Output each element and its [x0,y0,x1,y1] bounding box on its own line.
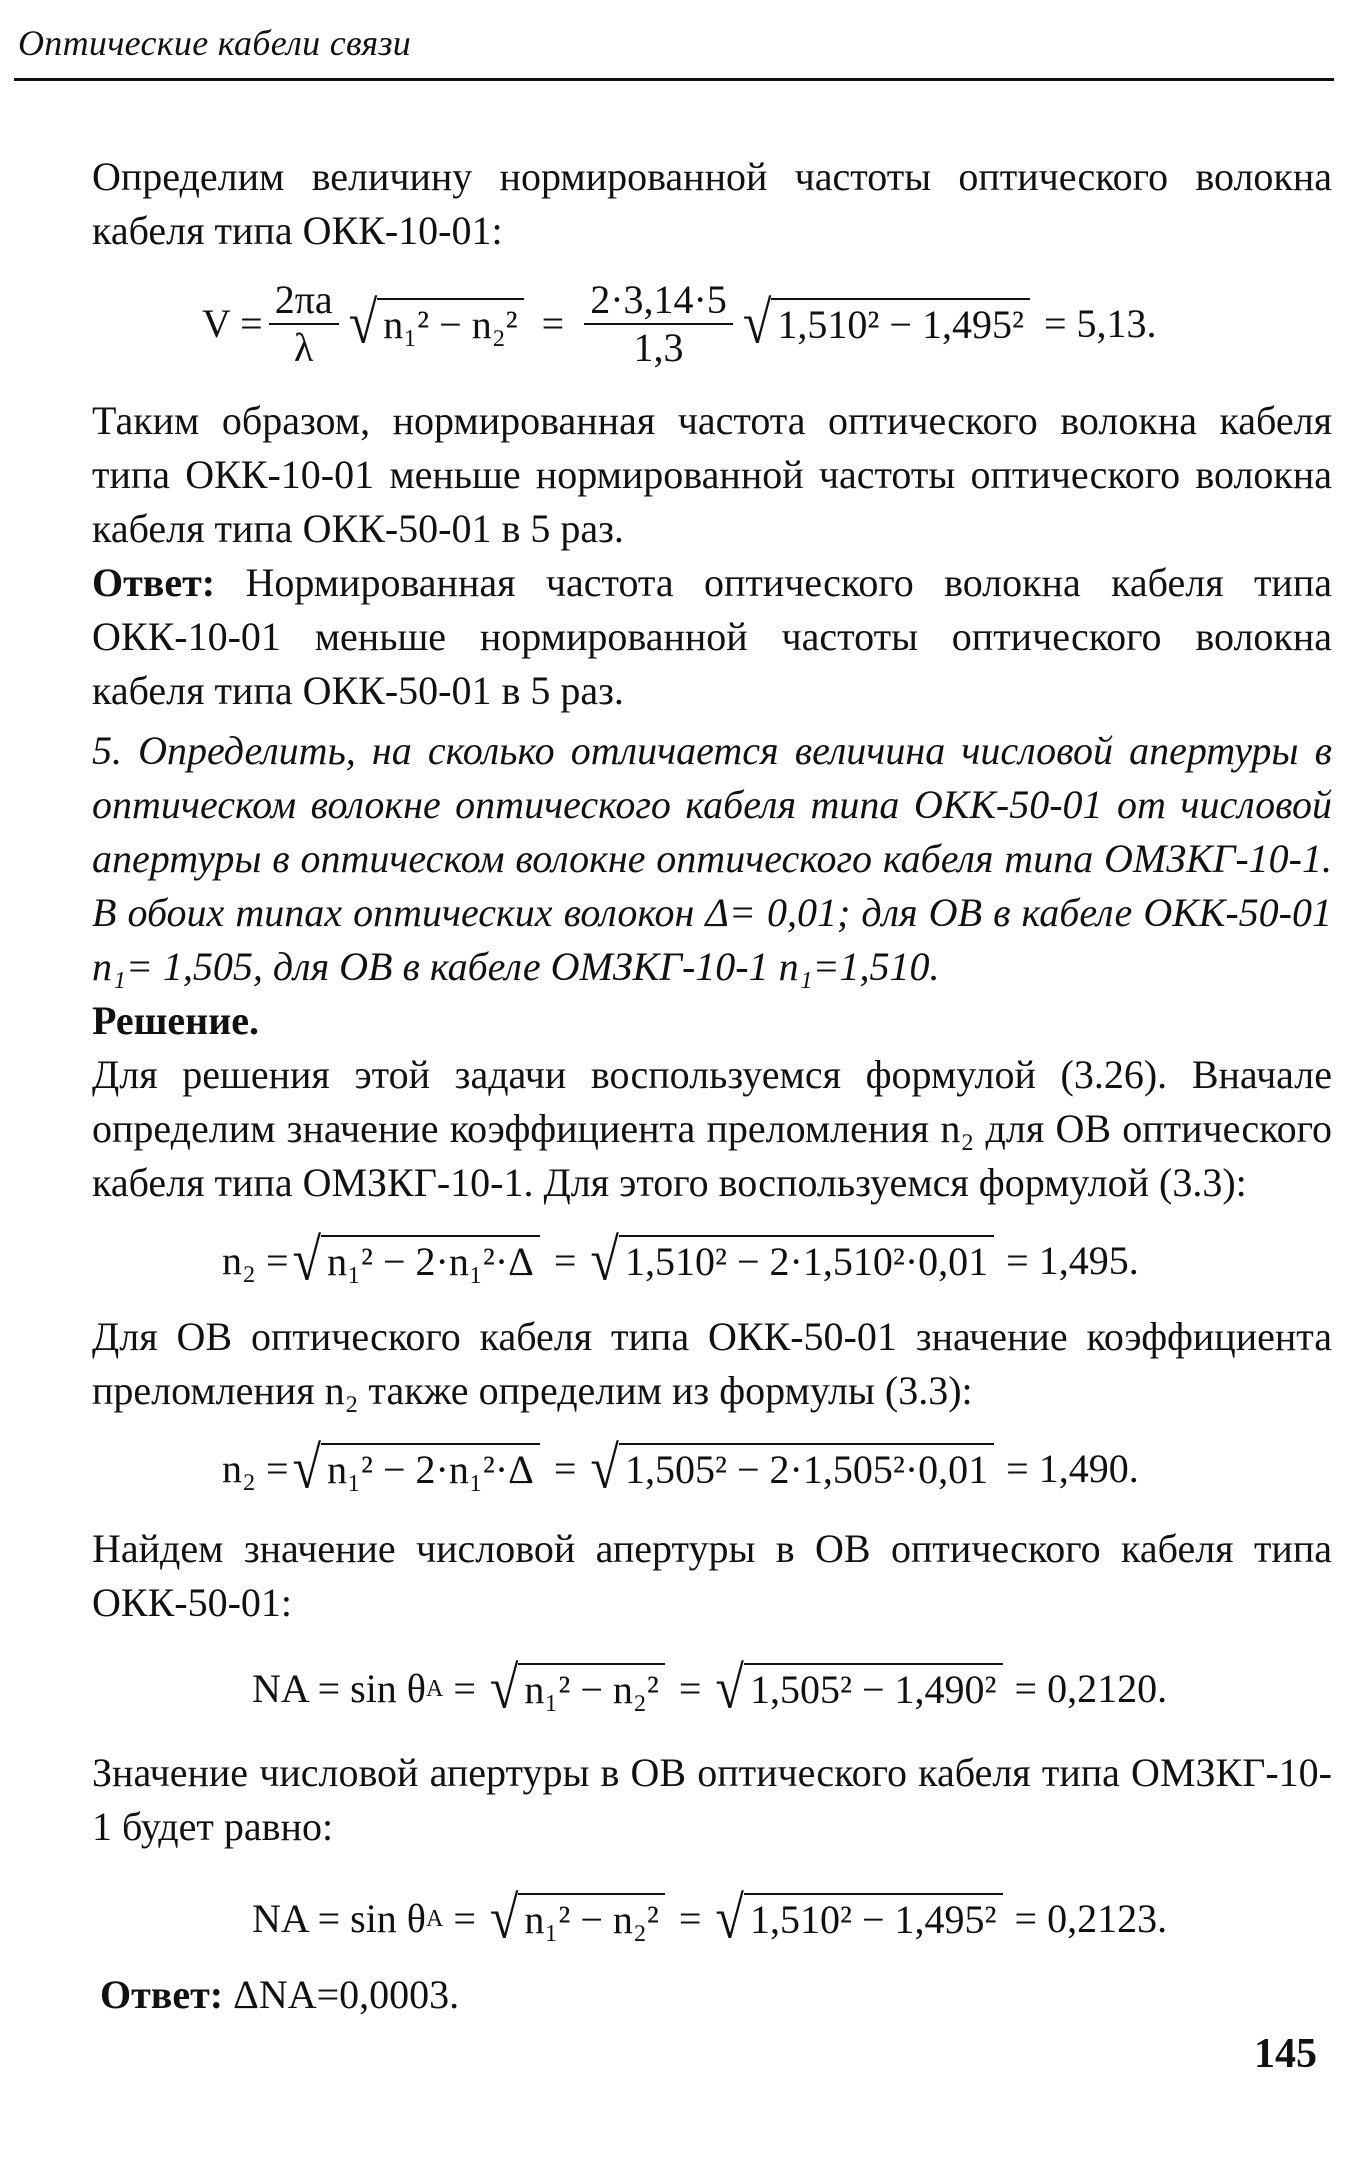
header-rule [14,78,1334,81]
solution-label: Решение. [92,998,260,1043]
equals-sign: = [678,1896,702,1941]
radical-sign-icon: √ [348,290,378,357]
sqrt-numeric [590,1435,994,1502]
radical-sign-icon: √ [489,1885,519,1952]
formula-result: = 1,495. [1006,1238,1139,1283]
paragraph-solution-intro: Для решения этой задачи воспользуемся формулой (3.26). Вначале определим значение коэффициента преломления n₂ для ОВ оптического кабеля типа ОМЗКГ-10-1. Для этого воспользуемся формулой (3.3): [92,1052,1332,1205]
formula-lhs: n₂ = [222,1238,289,1283]
paragraph-intro: Определим величину нормированной частоты оптического волокна кабеля типа ОКК-10-01: [92,154,1332,253]
radical-sign-icon: √ [292,1435,322,1502]
answer-text: ΔNA=0,0003. [223,1972,460,2017]
paragraph-okk-n2: Для ОВ оптического кабеля типа ОКК-50-01 значение коэффициента преломления n₂ также определим из формулы (3.3): [92,1314,1332,1413]
formula-n2-omzkg [222,1226,1332,1296]
sqrt-symbolic [489,1885,665,1952]
formula-lhs: V = [202,301,263,346]
answer-2 [100,1968,1332,2022]
formula-result: = 0,2120. [1014,1666,1168,1711]
radicand: n₁² − 2·n₁²·Δ [321,1443,540,1495]
equals-sign: = [453,1896,476,1941]
paragraph-conclusion: Таким образом, нормированная частота оптического волокна кабеля типа ОКК-10-01 меньше нормированной частоты оптического волокна кабеля типа ОКК-50-01 в 5 раз. [92,398,1332,551]
radicand: 1,505² − 1,490² [744,1663,1003,1715]
formula-na-omzkg: NA = sin θ A = √ n₁² − n₂² = √ 1,510² − 1,495² = 0,2123. [252,1885,1168,1952]
radicand: n₁² − 2·n₁²·Δ [321,1235,540,1287]
radicand: n₁² − n₂² [518,1663,664,1715]
page-body [92,150,1332,2022]
formula-n2-okk [222,1434,1332,1504]
answer-1 [92,556,1332,718]
sqrt-symbolic [292,1227,540,1294]
equals-sign: = [453,1666,476,1711]
radicand: n₁² − n₂² [518,1893,664,1945]
fraction-numeric [584,277,733,371]
formula-na-okk: NA = sin θ A = √ n₁² − n₂² = √ 1,505² − 1,490² = 0,2120. [252,1655,1168,1722]
radical-sign-icon: √ [590,1227,619,1294]
radical-sign-icon: √ [715,1655,744,1722]
sqrt-numeric [590,1227,994,1294]
equals-sign: = [541,301,565,346]
radicand: n₁² − n₂² [377,298,523,350]
radicand: 1,510² − 2·1,510²·0,01 [619,1235,994,1287]
fraction-numerator: 2·3,14·5 [584,277,733,325]
sqrt-numeric [742,290,1030,357]
sqrt-numeric [715,1655,1002,1722]
formula-normalized-frequency [202,264,1332,384]
answer-text: Нормированная частота оптического волокна кабеля типа ОКК-10-01 меньше нормированной частоты оптического волокна кабеля типа ОКК-50-01 в 5 раз. [92,560,1332,713]
radical-sign-icon: √ [742,290,772,357]
sqrt-numeric [715,1885,1002,1952]
radical-sign-icon: √ [715,1885,744,1952]
sqrt-symbolic [348,290,524,357]
sqrt-symbolic [292,1435,540,1502]
formula-result: = 5,13. [1043,301,1157,346]
fraction-2pia-lambda [269,277,339,371]
equals-sign: = [678,1666,702,1711]
fraction-denominator: λ [294,325,314,370]
answer-label: Ответ: [100,1972,224,2017]
page-number: 145 [1254,2031,1317,2077]
fraction-denominator: 1,3 [633,325,684,370]
paragraph-na-omzkg: Значение числовой апертуры в ОВ оптического кабеля типа ОМЗКГ-10-1 будет равно: [92,1750,1332,1849]
radicand: 1,505² − 2·1,505²·0,01 [619,1443,994,1495]
radical-sign-icon: √ [489,1655,519,1722]
radicand: 1,510² − 1,495² [771,298,1030,350]
answer-label: Ответ: [92,560,216,605]
sqrt-symbolic [489,1655,665,1722]
fraction-numerator: 2πa [269,277,339,325]
running-header: Оптические кабели связи [18,23,412,63]
equals-sign: = [553,1238,577,1283]
radicand: 1,510² − 1,495² [744,1893,1003,1945]
radical-sign-icon: √ [292,1227,322,1294]
formula-lhs: NA = sin θ [252,1896,426,1941]
task-5-statement: 5. Определить, на сколько отличается величина числовой апертуры в оптическом волокне оптического кабеля типа ОКК-50-01 от числовой апертуры в оптическом волокне оптического кабеля типа ОМЗКГ-10-1. В обоих типах оптических волокон Δ= 0,01; для ОВ в кабеле ОКК-50-01 n₁= 1,505, для ОВ в кабеле ОМЗКГ-10-1 n₁=1,510. [92,728,1332,989]
equals-sign: = [553,1446,577,1491]
formula-lhs: n₂ = [222,1446,289,1491]
formula-result: = 0,2123. [1014,1896,1168,1941]
radical-sign-icon: √ [590,1435,619,1502]
paragraph-na-okk: Найдем значение числовой апертуры в ОВ оптического кабеля типа ОКК-50-01: [92,1526,1332,1625]
formula-result: = 1,490. [1006,1446,1139,1491]
formula-lhs: NA = sin θ [252,1666,426,1711]
